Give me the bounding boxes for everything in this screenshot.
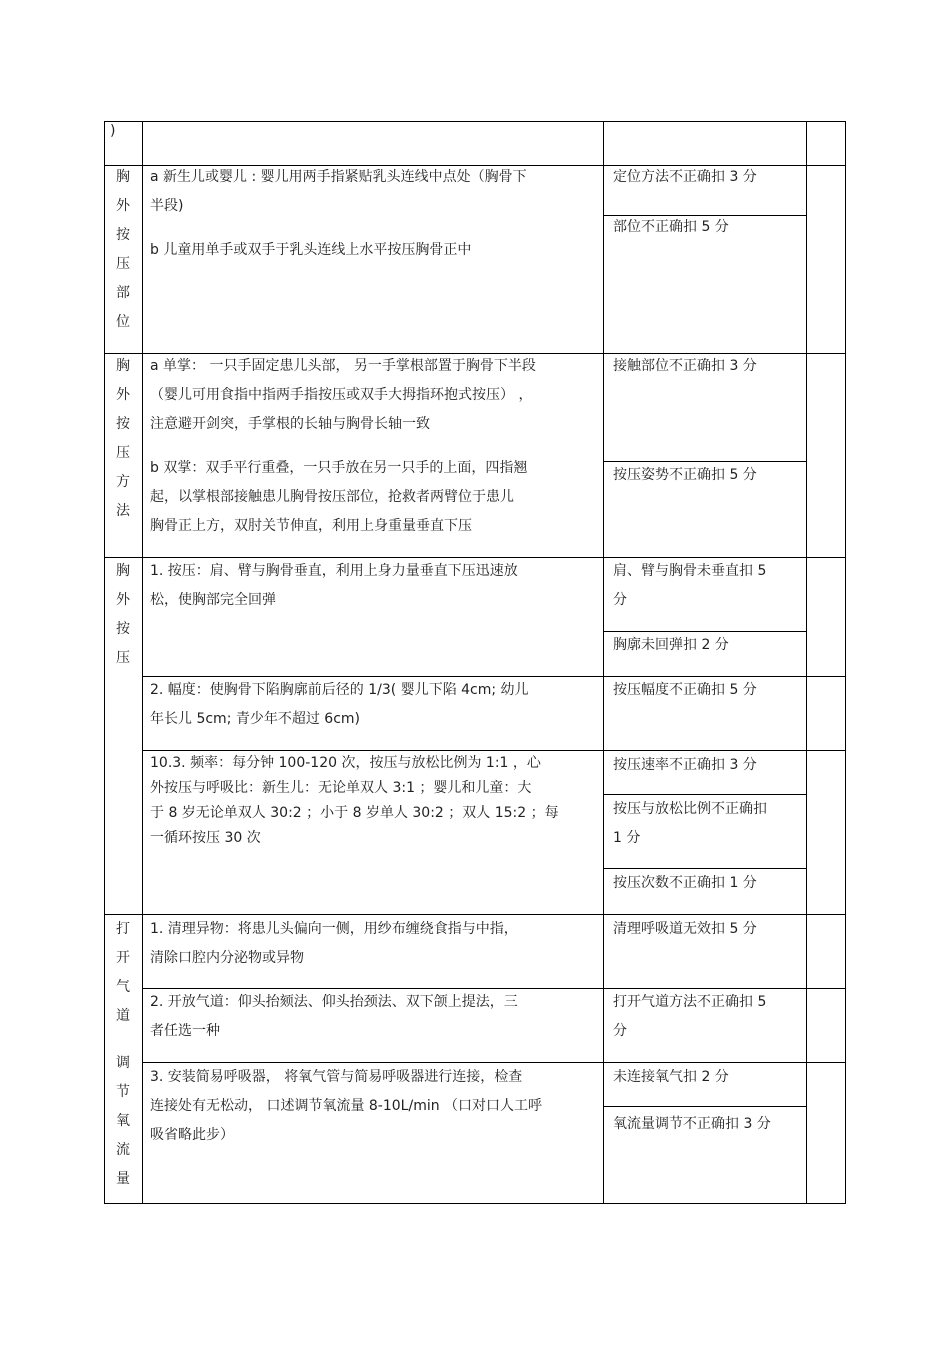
- column-divider: [806, 121, 807, 1204]
- deduction-text: 定位方法不正确扣 3 分: [613, 169, 757, 185]
- deduction-text: 部位不正确扣 5 分: [613, 219, 729, 235]
- criteria-text: 10.3. 频率：每分钟 100-120 次，按压与放松比例为 1:1 ，心: [150, 755, 541, 771]
- deduction-text: 分: [613, 592, 627, 608]
- deduct-divider: [603, 631, 806, 632]
- deduction-text: 1 分: [613, 830, 641, 846]
- category-char: 外: [116, 387, 130, 403]
- category-char: 方: [116, 474, 130, 490]
- category-char: 气: [116, 979, 130, 995]
- deduct-divider: [603, 461, 806, 462]
- category-char: 按: [116, 621, 130, 637]
- category-char: 位: [116, 314, 130, 330]
- criteria-text: 2. 开放气道：仰头抬颏法、仰头抬颈法、双下颌上提法，三: [150, 994, 518, 1010]
- criteria-text: 外按压与呼吸比：新生儿：无论单双人 3:1 ；婴儿和儿童：大: [150, 780, 532, 796]
- category-char: 压: [116, 256, 130, 272]
- deduction-text: 按压幅度不正确扣 5 分: [613, 682, 757, 698]
- criteria-text: 松，使胸部完全回弹: [150, 592, 276, 608]
- sub-row-divider: [142, 988, 846, 989]
- column-divider: [603, 121, 604, 1204]
- deduct-divider: [603, 215, 806, 216]
- sub-row-divider: [142, 750, 846, 751]
- deduction-text: 接触部位不正确扣 3 分: [613, 358, 757, 374]
- deduction-text: 按压速率不正确扣 3 分: [613, 757, 757, 773]
- row3-category: [104, 564, 142, 680]
- sub-row-divider: [142, 1062, 846, 1063]
- criteria-text: 1. 按压：肩、臂与胸骨垂直，利用上身力量垂直下压迅速放: [150, 563, 518, 579]
- row2-category: [104, 359, 142, 533]
- deduction-text: 未连接氧气扣 2 分: [613, 1069, 729, 1085]
- category-char: 打: [116, 921, 130, 937]
- row-divider: [104, 557, 846, 558]
- category-char: 调: [116, 1055, 130, 1071]
- category-char: 外: [116, 198, 130, 214]
- criteria-text: 者任选一种: [150, 1023, 220, 1039]
- criteria-text: 1. 清理异物：将患儿头偏向一侧，用纱布缠绕食指与中指，: [150, 921, 518, 937]
- deduction-text: 胸廓未回弹扣 2 分: [613, 637, 729, 653]
- criteria-text: a 单掌： 一只手固定患儿头部， 另一手掌根部置于胸骨下半段: [150, 358, 536, 374]
- row-divider: [104, 353, 846, 354]
- criteria-text: 胸骨正上方，双肘关节伸直，利用上身重量垂直下压: [150, 518, 472, 534]
- sub-row-divider: [142, 676, 846, 677]
- criteria-text: 半段): [150, 198, 184, 214]
- category-char: 量: [116, 1171, 130, 1187]
- table-bottom-border: [104, 1203, 846, 1204]
- deduction-text: 按压姿势不正确扣 5 分: [613, 467, 757, 483]
- category-char: 外: [116, 592, 130, 608]
- criteria-text: 3. 安装简易呼吸器， 将氧气管与简易呼吸器进行连接，检查: [150, 1069, 523, 1085]
- row-divider: [104, 914, 846, 915]
- criteria-text: 年长儿 5cm; 青少年不超过 6cm): [150, 711, 361, 727]
- category-char: 压: [116, 445, 130, 461]
- category-char: 节: [116, 1084, 130, 1100]
- criteria-text: 注意避开剑突，手掌根的长轴与胸骨长轴一致: [150, 416, 430, 432]
- deduct-divider: [603, 794, 806, 795]
- category-char: 开: [116, 950, 130, 966]
- row4-category: [104, 922, 142, 1201]
- table-top-border: [104, 121, 846, 122]
- category-char: 压: [116, 650, 130, 666]
- criteria-text: b 儿童用单手或双手于乳头连线上水平按压胸骨正中: [150, 242, 472, 258]
- category-char: 胸: [116, 169, 130, 185]
- category-char: 胸: [116, 563, 130, 579]
- category-char: [104, 1038, 142, 1056]
- criteria-text: 一循环按压 30 次: [150, 830, 261, 846]
- deduction-text: 氧流量调节不正确扣 3 分: [613, 1116, 771, 1132]
- category-char: 胸: [116, 358, 130, 374]
- criteria-text: b 双掌：双手平行重叠，一只手放在另一只手的上面，四指翘: [150, 460, 528, 476]
- category-char: 按: [116, 416, 130, 432]
- category-char: 法: [116, 503, 130, 519]
- criteria-text: 于 8 岁无论单双人 30:2 ；小于 8 岁单人 30:2 ；双人 15:2 ；每: [150, 805, 559, 821]
- category-char: 氧: [116, 1113, 130, 1129]
- category-char: 部: [116, 285, 130, 301]
- category-char: 流: [116, 1142, 130, 1158]
- deduction-text: 分: [613, 1023, 627, 1039]
- deduct-divider: [603, 868, 806, 869]
- criteria-text: 起，以掌根部接触患儿胸骨按压部位，抢救者两臂位于患儿: [150, 489, 514, 505]
- row1-category: [104, 170, 142, 344]
- deduction-text: 按压与放松比例不正确扣: [613, 801, 767, 817]
- column-divider: [142, 121, 143, 1204]
- deduct-divider: [603, 1106, 806, 1107]
- category-char: 按: [116, 227, 130, 243]
- criteria-text: 吸省略此步）: [150, 1127, 234, 1143]
- criteria-text: 2. 幅度：使胸骨下陷胸廓前后径的 1/3( 婴儿下陷 4cm; 幼儿: [150, 682, 529, 698]
- criteria-text: 连接处有无松动， 口述调节氧流量 8-10L/min （口对口人工呼: [150, 1098, 543, 1114]
- table-right-border: [845, 121, 846, 1204]
- criteria-text: 清除口腔内分泌物或异物: [150, 950, 304, 966]
- deduction-text: 清理呼吸道无效扣 5 分: [613, 921, 757, 937]
- deduction-text: 按压次数不正确扣 1 分: [613, 875, 757, 891]
- criteria-text: （婴儿可用食指中指两手指按压或双手大拇指环抱式按压） ，: [150, 387, 533, 403]
- row0-category: ): [110, 123, 116, 139]
- deduction-text: 肩、臂与胸骨未垂直扣 5: [613, 563, 767, 579]
- row-divider: [104, 165, 846, 166]
- category-char: 道: [116, 1008, 130, 1024]
- criteria-text: a 新生儿或婴儿 : 婴儿用两手指紧贴乳头连线中点处（胸骨下: [150, 169, 527, 185]
- deduction-text: 打开气道方法不正确扣 5: [613, 994, 767, 1010]
